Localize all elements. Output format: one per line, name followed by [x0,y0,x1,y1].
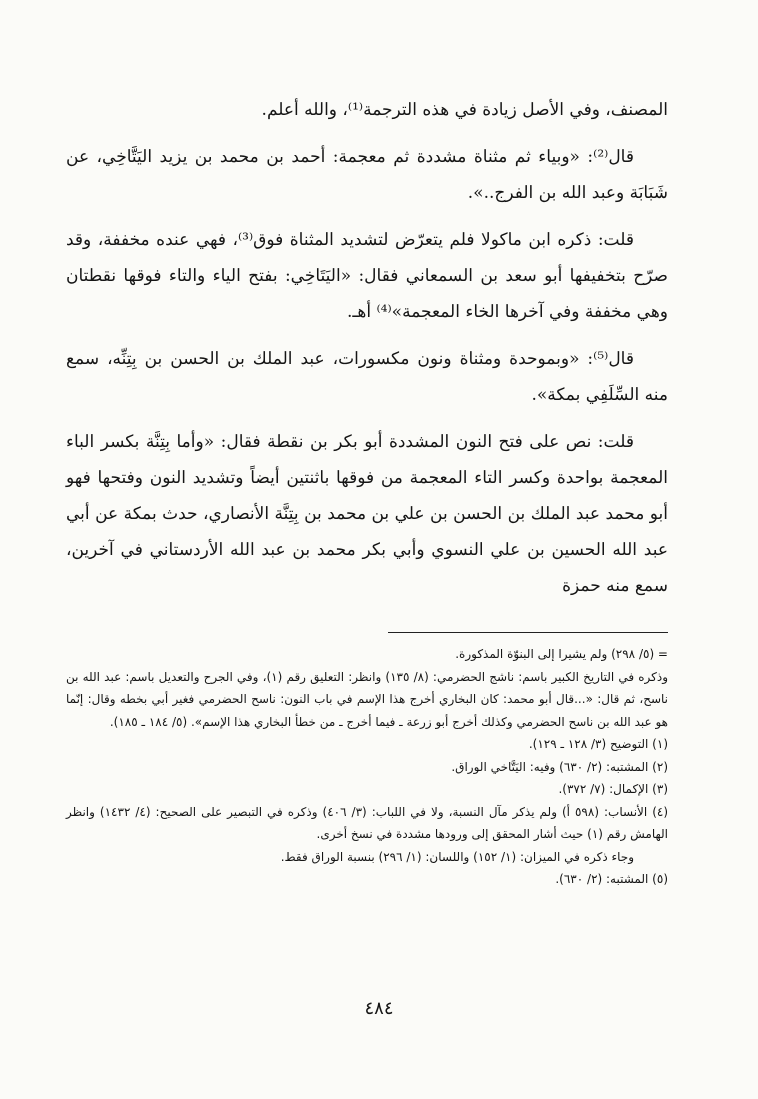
paragraph-quote-1: قال⁽²⁾: «وبياء ثم مثناة مشددة ثم معجمة: أحمد بن محمد بن يزيد اليَتَّاخِي، عن شَبَابَة وعبد الله بن الفرج..». [66,147,668,203]
footnote-separator-wrap [66,615,668,643]
footnote-2: (٢) المشتبه: (٢/ ٦٣٠) وفيه: اليَتَّاخي الوراق. [451,759,668,774]
footnotes [66,643,668,891]
paragraph-quote-2: قال⁽⁵⁾: «وبموحدة ومثناة ونون مكسورات، عبد الملك بن الحسن بن بِتِنِّه، سمع منه السِّلَفِي بمكة». [66,349,668,405]
paragraph-comment-2: قلت: نص على فتح النون المشددة أبو بكر بن نقطة فقال: «وأما بِتِنَّة بكسر الباء المعجمة بواحدة وكسر التاء المعجمة من فوقها باثنتين أيضاً وتشديد النون وفتحها فهو أبو محمد عبد الملك بن الحسن بن علي بن محمد بن بِتِنَّة الأنصاري، حدث بمكة عن أبي عبد الله الحسين بن علي النسوي وأبي بكر محمد بن عبد الله الأردستاني في آخرين، سمع منه حمزة [66,432,668,596]
footnote-4-extra: وجاء ذكره في الميزان: (١/ ١٥٢) واللسان: (١/ ٢٩٦) بنسبة الوراق فقط. [280,849,634,864]
footnote-continuation: = (٥/ ٢٩٨) ولم يشيرا إلى البنوّة المذكورة. [455,647,668,661]
footnote-5: (٥) المشتبه: (٢/ ٦٣٠). [555,872,668,886]
paragraph-continuation: المصنف، وفي الأصل زيادة في هذه الترجمة⁽¹⁾، والله أعلم. [261,100,668,120]
main-text [66,92,668,604]
footnote-3: (٣) الإكمال: (٧/ ٣٧٢). [558,782,668,796]
footnote-4: (٤) الأنساب: (٥٩٨ أ) ولم يذكر مآل النسبة، ولا في اللباب: (٣/ ٤٠٦) وذكره في التبصير على الصحيح: (٤/ ١٤٣٢) وانظر الهامش رقم (١) حيث أشار المحقق إلى ورودها مشددة في نسخ أخرى. [66,804,669,841]
paragraph-comment-1: قلت: ذكره ابن ماكولا فلم يتعرّض لتشديد المثناة فوق⁽³⁾، فهي عنده مخففة، وقد صرّح بتخفيفها أبو سعد بن السمعاني فقال: «اليَتَاخِي: بفتح الياء والتاء فوقها نقطتان وهي مخففة وفي آخرها الخاء المعجمة»⁽⁴⁾ أهـ. [66,230,668,322]
footnote-continuation-detail: وذكره في التاريخ الكبير باسم: ناشج الحضرمي: (٨/ ١٣٥) وانظر: التعليق رقم (١)، وفي الجرح والتعديل باسم: عبد الله بن ناسح، ثم قال: «...قال أبو محمد: كان البخاري أخرج هذا الإسم في باب النون: ناسح الحضرمي فغير أبي بخطه وقال: إنّما هو عبد الله بن ناسح الحضرمي وكذلك أخرج أبو زرعة ـ فيما أخرج ـ من خطأ البخاري هذا الإسم». (٥/ ١٨٤ ـ ١٨٥). [66,669,669,729]
footnote-separator [388,632,668,633]
footnote-1: (١) التوضيح (٣/ ١٢٨ ـ ١٢٩). [528,737,668,751]
page-number: ٤٨٤ [364,998,394,1019]
page-body [66,92,668,1059]
